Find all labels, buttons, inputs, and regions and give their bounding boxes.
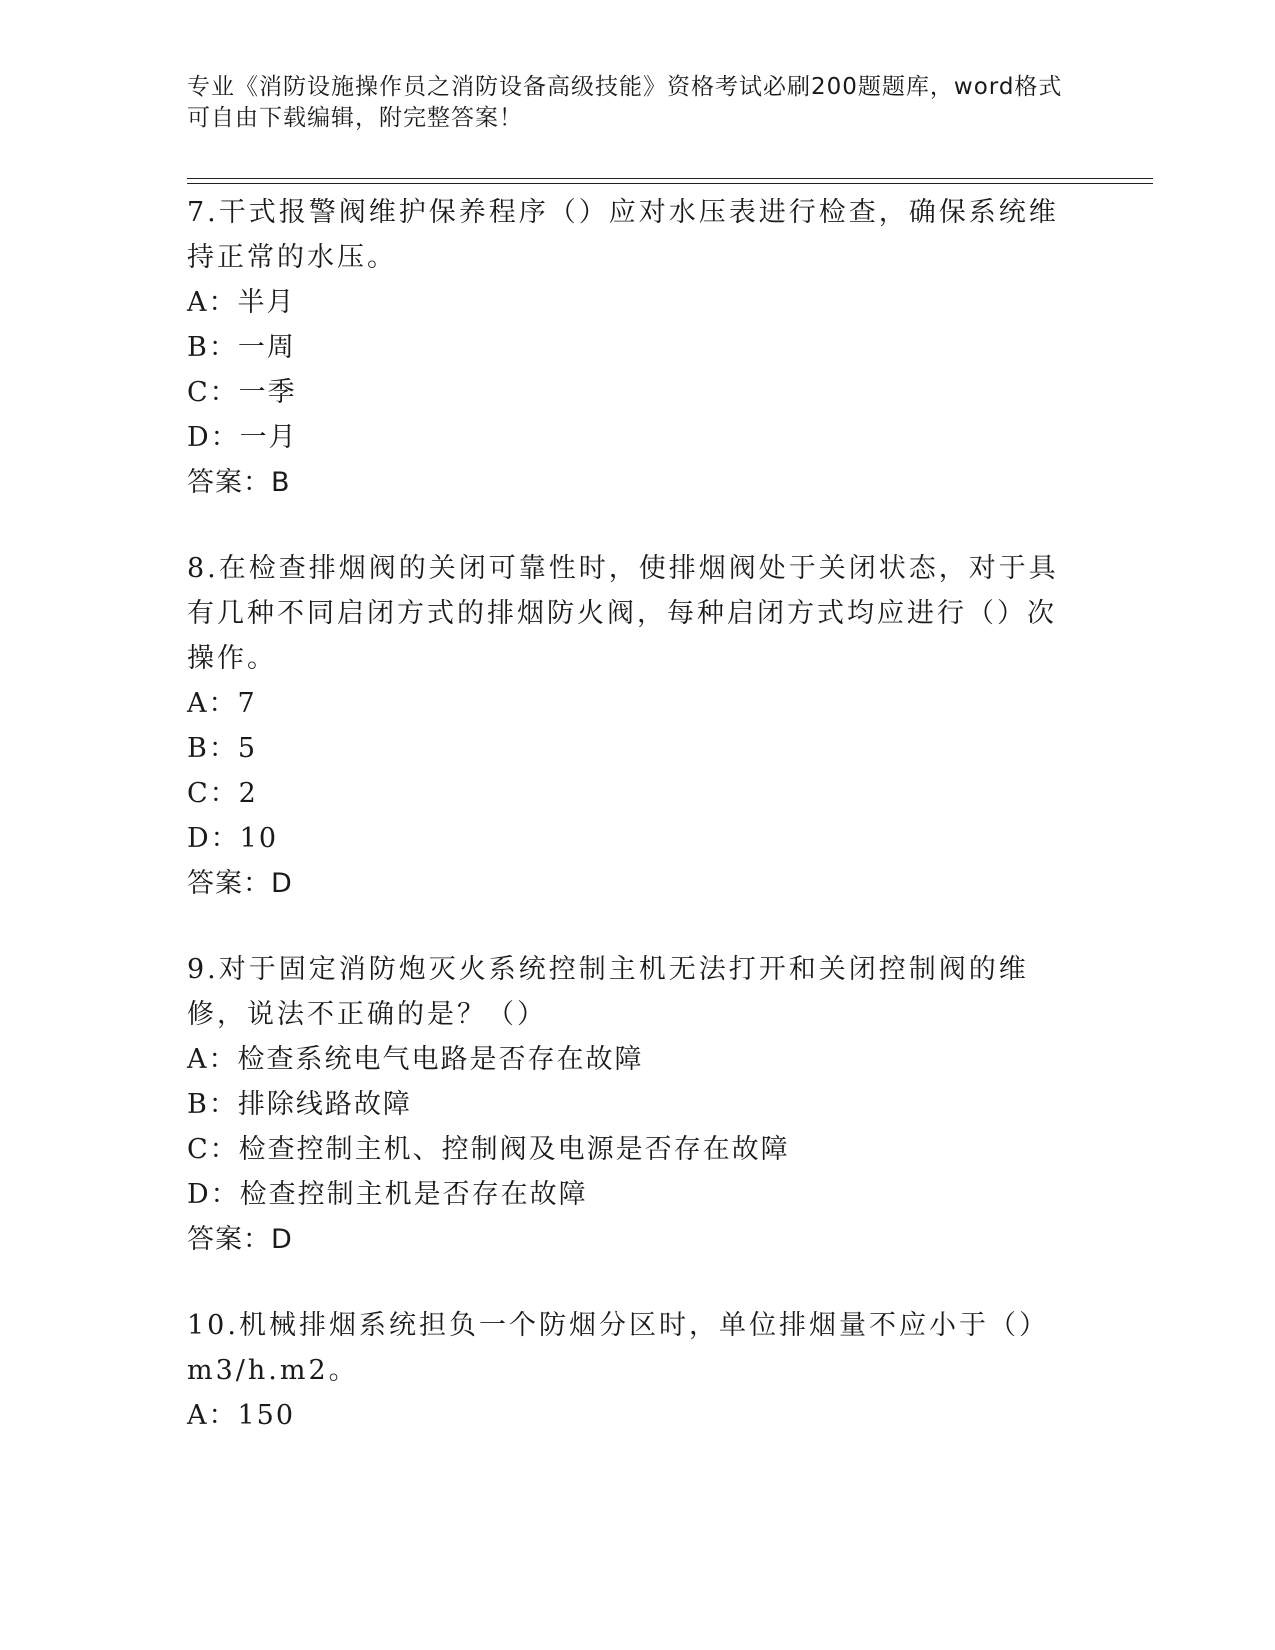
question-list [187,190,1067,1479]
answer: 答案：D [187,868,293,899]
question-7 [187,190,1067,505]
question-9 [187,947,1067,1262]
option-d: D：检查控制主机是否存在故障 [187,1179,588,1210]
option-d: D：一月 [187,422,298,453]
document-header: 专业《消防设施操作员之消防设备高级技能》资格考试必刷200题题库，word格式可自由下载编辑，附完整答案！ [187,74,1063,131]
option-b: B：5 [187,733,258,764]
question-10 [187,1303,1067,1438]
option-a: A：7 [187,688,257,719]
question-stem: 10.机械排烟系统担负一个防烟分区时，单位排烟量不应小于（）m3/h.m2。 [187,1310,1049,1386]
option-c: C：检查控制主机、控制阀及电源是否存在故障 [187,1134,790,1165]
header-divider-bottom [187,183,1153,184]
question-stem: 9.对于固定消防炮灭火系统控制主机无法打开和关闭控制阀的维修，说法不正确的是？（） [187,954,1029,1030]
answer: 答案：B [187,467,291,498]
option-b: B：一周 [187,332,296,363]
option-c: C：一季 [187,377,297,408]
option-c: C：2 [187,778,258,809]
option-b: B：排除线路故障 [187,1089,412,1120]
option-a: A：检查系统电气电路是否存在故障 [187,1044,644,1075]
question-8 [187,546,1067,906]
question-stem: 8.在检查排烟阀的关闭可靠性时，使排烟阀处于关闭状态，对于具有几种不同启闭方式的排烟防火阀，每种启闭方式均应进行（）次操作。 [187,553,1059,674]
question-stem: 7.干式报警阀维护保养程序（）应对水压表进行检查，确保系统维持正常的水压。 [187,197,1059,273]
header-divider-top [187,178,1153,179]
answer: 答案：D [187,1224,293,1255]
option-a: A：半月 [187,287,296,318]
option-a: A：150 [187,1400,296,1431]
option-d: D：10 [187,823,279,854]
